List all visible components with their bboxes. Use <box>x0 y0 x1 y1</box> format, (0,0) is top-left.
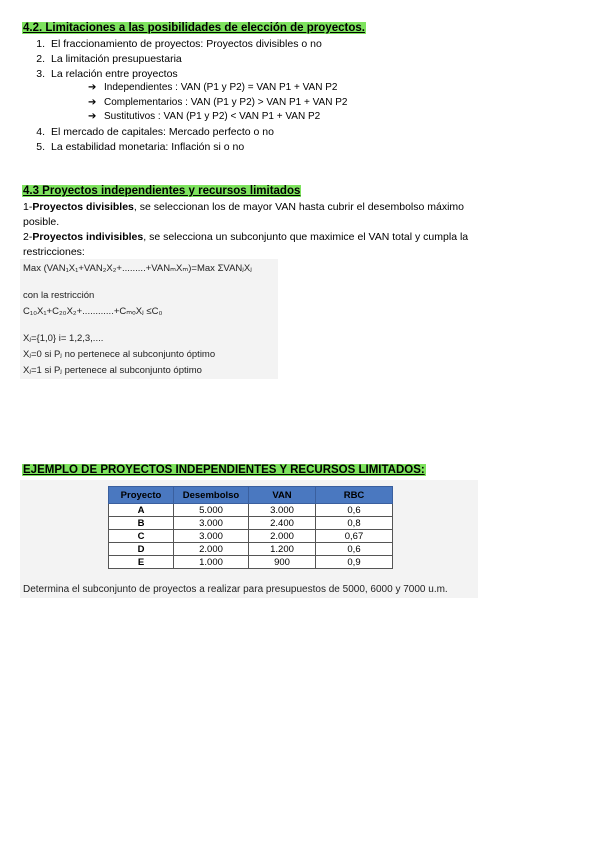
sub-list-item: ➔ Independientes : VAN (P1 y P2) = VAN P1 + VAN P2 <box>88 82 338 93</box>
table-row: B 3.000 2.400 0,8 <box>109 517 393 530</box>
restriction-label: con la restricción <box>23 290 95 301</box>
paragraph-divisibles: 1-Proyectos divisibles, se seleccionan los de mayor VAN hasta cubrir el desembolso máximo posible. <box>23 201 465 228</box>
section-4-2-heading <box>22 22 366 34</box>
restriction-formula: C₁₀X₁+C₂₀X₂+............+CₘₒXⱼ ≤C₀ <box>23 306 163 317</box>
projects-table <box>108 486 393 569</box>
list-item: 2. La limitación presupuestaria <box>36 53 182 65</box>
sub-list-item: ➔ Sustitutivos : VAN (P1 y P2) < VAN P1 + VAN P2 <box>88 111 321 122</box>
table-row: D 2.000 1.200 0,6 <box>109 543 393 556</box>
example-caption: Determina el subconjunto de proyectos a realizar para presupuestos de 5000, 6000 y 7000 u.m. <box>23 584 448 595</box>
x-one-definition: Xⱼ=1 si Pⱼ pertenece al subconjunto óptimo <box>23 365 202 376</box>
arrow-right-icon: ➔ <box>88 82 97 93</box>
table-header-row <box>109 487 393 504</box>
paragraph-indivisibles: 2-Proyectos indivisibles, se selecciona un subconjunto que maximice el VAN total y cumpla la restricciones: <box>23 231 469 258</box>
list-item: 4. El mercado de capitales: Mercado perfecto o no <box>36 126 274 138</box>
section-4-3-heading <box>22 185 301 197</box>
column-header: RBC <box>316 487 393 504</box>
heading-text: 4.3 Proyectos independientes y recursos limitados <box>23 185 301 197</box>
x-domain: Xⱼ={1,0} i= 1,2,3,.... <box>23 333 104 344</box>
formula-image <box>20 259 278 379</box>
table-row: E 1.000 900 0,9 <box>109 556 393 569</box>
heading-text: 4.2. Limitaciones a las posibilidades de elección de proyectos. <box>23 22 365 34</box>
column-header: VAN <box>249 487 316 504</box>
arrow-right-icon: ➔ <box>88 111 97 122</box>
x-zero-definition: Xⱼ=0 si Pⱼ no pertenece al subconjunto óptimo <box>23 349 216 360</box>
table-row: C 3.000 2.000 0,67 <box>109 530 393 543</box>
column-header: Desembolso <box>174 487 249 504</box>
example-heading <box>22 464 426 476</box>
list-item: 5. La estabilidad monetaria: Inflación si o no <box>36 141 245 153</box>
max-formula: Max (VAN₁X₁+VAN₂X₂+.........+VANₘXₘ)=Max ΣVANⱼXⱼ <box>23 263 252 274</box>
column-header: Proyecto <box>109 487 174 504</box>
heading-text: EJEMPLO DE PROYECTOS INDEPENDIENTES Y RECURSOS LIMITADOS: <box>23 464 425 476</box>
list-item: 1. El fraccionamiento de proyectos: Proyectos divisibles o no <box>36 38 322 50</box>
sub-list-item: ➔ Complementarios : VAN (P1 y P2) > VAN P1 + VAN P2 <box>88 97 348 108</box>
list-item: 3. La relación entre proyectos <box>36 68 178 80</box>
table-row: A 5.000 3.000 0,6 <box>109 504 393 517</box>
arrow-right-icon: ➔ <box>88 97 97 108</box>
